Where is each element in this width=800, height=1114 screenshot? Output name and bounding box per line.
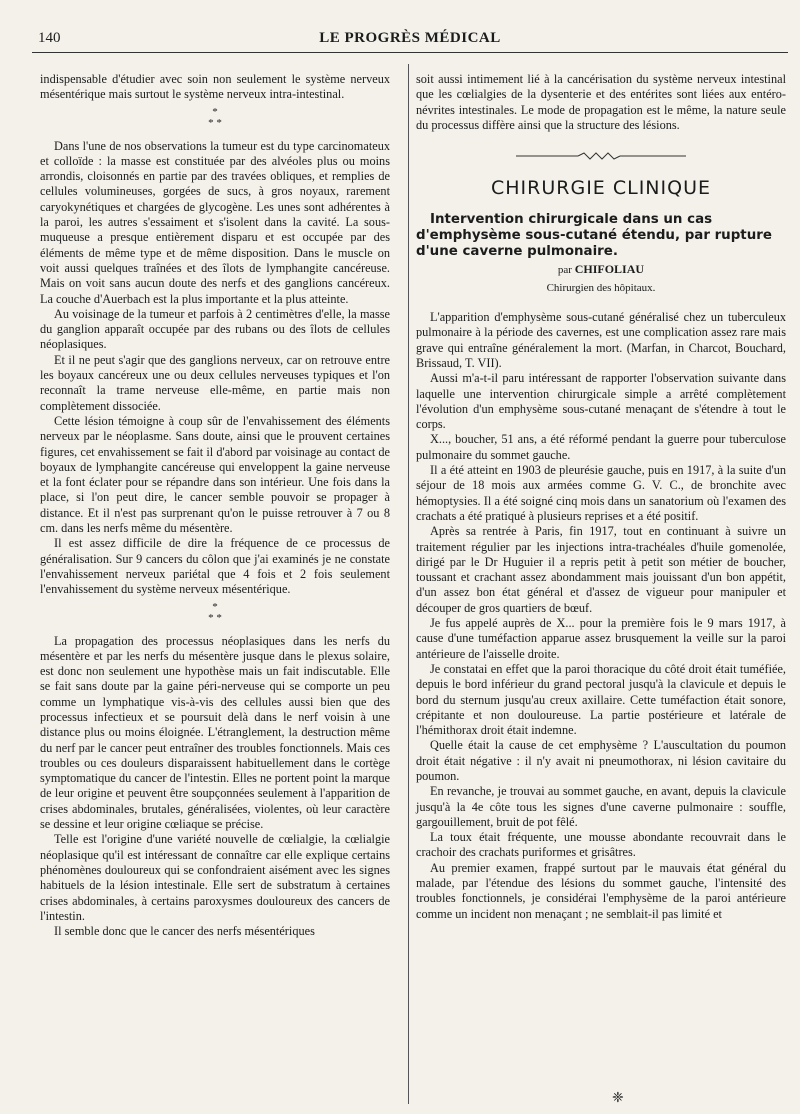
asterism-bottom: * * (208, 611, 222, 624)
paragraph: Au voisinage de la tumeur et parfois à 2 centimètres d'elle, la masse du ganglion apparaît occupée par des rubans ou des îlots de cellules néoplasiques. (40, 306, 390, 352)
journal-title: LE PROGRÈS MÉDICAL (319, 30, 501, 46)
ornamental-rule-graphic (516, 151, 686, 161)
page-header (34, 26, 786, 48)
section-title: CHIRURGIE CLINIQUE (491, 177, 711, 200)
paragraph: Aussi m'a-t-il paru intéressant de rapporter l'observation suivante dans laquelle une intervention chirurgicale simple a arrêté complètement l'évolution d'un emphysème sous-cutané menaçant de s'étendre à tout le corps. (416, 371, 786, 432)
paragraph: X..., boucher, 51 ans, a été réformé pendant la guerre pour tuberculose pulmonaire du sommet gauche. (416, 432, 786, 462)
paragraph: Au premier examen, frappé surtout par le mauvais état général du malade, par l'étendue des lésions du sommet gauche, l'intensité des troubles fonctionnels, je considérai l'emphysème de la paroi antérieure comme un incident non menaçant ; ne semblait-il pas limité et (416, 860, 786, 921)
page-number: 140 (38, 30, 61, 46)
paragraph: Je constatai en effet que la paroi thoracique du côté droit était tuméfiée, depuis le bord inférieur du grand pectoral jusqu'à la clavicule et depuis le bord du sternum jusqu'au creux axillaire. Cette tuméfaction était sonore, crépitante et non douloureuse. La partie postérieure et latérale de l'hémithorax droit était indemne. (416, 661, 786, 738)
asterism-top: * (212, 105, 218, 118)
column-divider (408, 64, 409, 1104)
paragraph: Quelle était la cause de cet emphysème ? L'auscultation du poumon droit était négative : il n'y avait ni pneumothorax, ni lésion cavitaire du poumon. (416, 738, 786, 783)
paragraph: indispensable d'étudier avec soin non seulement le système nerveux mésentérique mais surtout le système nerveux intra-intestinal. (40, 72, 390, 102)
asterism-top: * (212, 600, 218, 613)
asterism-separator (40, 602, 390, 624)
footer-ornament: ❈ (612, 1091, 624, 1106)
author-name: CHIFOLIAU (574, 262, 645, 277)
paragraph: Il semble donc que le cancer des nerfs mésentériques (54, 924, 315, 939)
ornamental-rule (516, 151, 686, 161)
right-column (416, 72, 786, 922)
byline-prefix: par (557, 264, 572, 277)
paragraph: Cette lésion témoigne à coup sûr de l'envahissement des éléments nerveux par le néoplasme. Sans doute, ainsi que le prouvent certaines figures, cet envahissement se fait il d'abord par voisinage au contact de boyaux de lymphangite cancéreuse qui enveloppent la gaine nerveuse et la font éclater pour se répandre dans son intérieur. Une fois dans la place, si l'on peut dire, le cancer semble pouvoir se propager à distance. Et il n'est pas surprenant qu'on le puisse retrouver à 7 ou 8 cm. dans les nerfs même du mésentère. (40, 413, 390, 536)
article-title: Intervention chirurgicale dans un cas d'emphysème sous-cutané étendu, par rupture d'une caverne pulmonaire. (416, 212, 772, 260)
asterism-separator (40, 107, 390, 129)
paragraph: Il a été atteint en 1903 de pleurésie gauche, puis en 1917, à la suite d'un séjour de 18 mois aux armées comme G. V. C., de bronchite avec hémoptysies. Il a été soigné cinq mois dans un sanatorium où l'examen des crachats a été pratiqué à plusieurs reprises et a été positif. (416, 463, 786, 523)
asterism-bottom: * * (208, 116, 222, 129)
paragraph: Après sa rentrée à Paris, fin 1917, tout en continuant à suivre un traitement régulier par les injections intra-trachéales d'huile gomenolée, dirigé par le Dr Huguier il a repris petit à petit son métier de boucher, toussant et crachant assez abondamment mais jouissant d'un bon appétit, d'un assez bon état général et d'assez de vigueur pour manipuler et découper de gros quartiers de bœuf. (416, 524, 786, 615)
paragraph: En revanche, je trouvai au sommet gauche, en avant, depuis la clavicule jusqu'à la 4e côte tous les signes d'une caverne pulmonaire : souffle, gargouillement, bruit de pot fêlé. (416, 784, 786, 829)
header-rule (32, 52, 788, 53)
paragraph: Je fus appelé auprès de X... pour la première fois le 9 mars 1917, à cause d'une tuméfaction apparue assez brusquement la veille sur la paroi antérieure de l'aisselle droite. (416, 616, 786, 661)
left-column (40, 72, 390, 939)
paragraph: Telle est l'origine d'une variété nouvelle de cœlialgie, la cœlialgie néoplasique qu'il est intéressant de connaître car elle explique certains phénomènes douloureux qui se confondraient aisément avec les signes habituels de la lésion intestinale. Elle sert de substratum à certaines crises abdominales, à certains paroxysmes douloureux des cancers de l'intestin. (40, 832, 390, 923)
author-affiliation: Chirurgien des hôpitaux. (546, 281, 656, 294)
paragraph: La propagation des processus néoplasiques dans les nerfs du mésentère et par les nerfs du mésentère jusque dans le plexus solaire, est donc non seulement une hypothèse mais un fait indiscutable. Elle se fait sans doute par la gaine péri-nerveuse qui se comporte un peu comme un lymphatique vis-à-vis des cellules aussi bien que des processus infectieux et se poursuit delà dans le nerf voisin à une distance plus ou moins éloignée. L'étranglement, la destruction même du nerf par le cancer peut entraîner des troubles fonctionnels. Mais ces troubles ou ces douleurs disparaissent habituellement dans le cortège symptomatique du cancer de l'intestin. Elles ne portent point la marque de leur origine et peuvent être soupçonnées seulement à l'apparition de crises abdominales, brutales, généralisées, violentes, où leur caractère se dessine et leur origine cœliaque se précise. (40, 633, 390, 832)
paragraph: Et il ne peut s'agir que des ganglions nerveux, car on retrouve entre les boyaux cancéreux une ou deux cellules nerveuses typiques et l'on reconnaît la trame nerveuse elle-même, en partie mais non complètement dissociée. (40, 352, 390, 413)
paragraph: L'apparition d'emphysème sous-cutané généralisé chez un tuberculeux pulmonaire à la période des cavernes, est une complication assez rare mais grave qui entraîne généralement la mort. (Marfan, in Charcot, Bouchard, Brissaud, T. VII). (416, 310, 786, 370)
paragraph: Il est assez difficile de dire la fréquence de ce processus de généralisation. Sur 9 cancers du côlon que j'ai examinés je ne constate l'envahissement nerveux pariétal que 4 fois et 2 fois seulement l'envahissement du système nerveux mésentérique. (40, 536, 390, 597)
paragraph: soit aussi intimement lié à la cancérisation du système nerveux intestinal que les cœlialgies de la dysenterie et des entérites sont liées aux entéro-névrites intestinales. Le mode de propagation est le même, la nature seule du processus diffère ainsi que la structure des lésions. (416, 72, 786, 132)
paragraph: Dans l'une de nos observations la tumeur est du type carcinomateux et colloïde : la masse est constituée par des alvéoles plus ou moins arrondis, cloisonnés en partie par des travées obliques, et remplies de cellules volumineuses, gorgées de sucs, à gros noyaux, rarement caryokynétiques et chargées de glycogène. Les unes sont adhérentes à la paroi, les autres s'essaiment et s'isolent dans la cavité. La sous-muqueuse a presque entièrement disparu et est occupée par des éléments de même type et de même disposition. Dans le muscle on voit aussi quelques traînées et des îlots de lymphangite cancéreuse. Mais on voit sans aucun doute des nerfs et des ganglions cancéreux. La couche d'Auerbach est la plus importante et la plus atteinte. (40, 138, 390, 306)
paragraph: La toux était fréquente, une mousse abondante recouvrait dans le crachoir des crachats puriformes et grisâtres. (416, 830, 786, 860)
byline (416, 262, 786, 278)
